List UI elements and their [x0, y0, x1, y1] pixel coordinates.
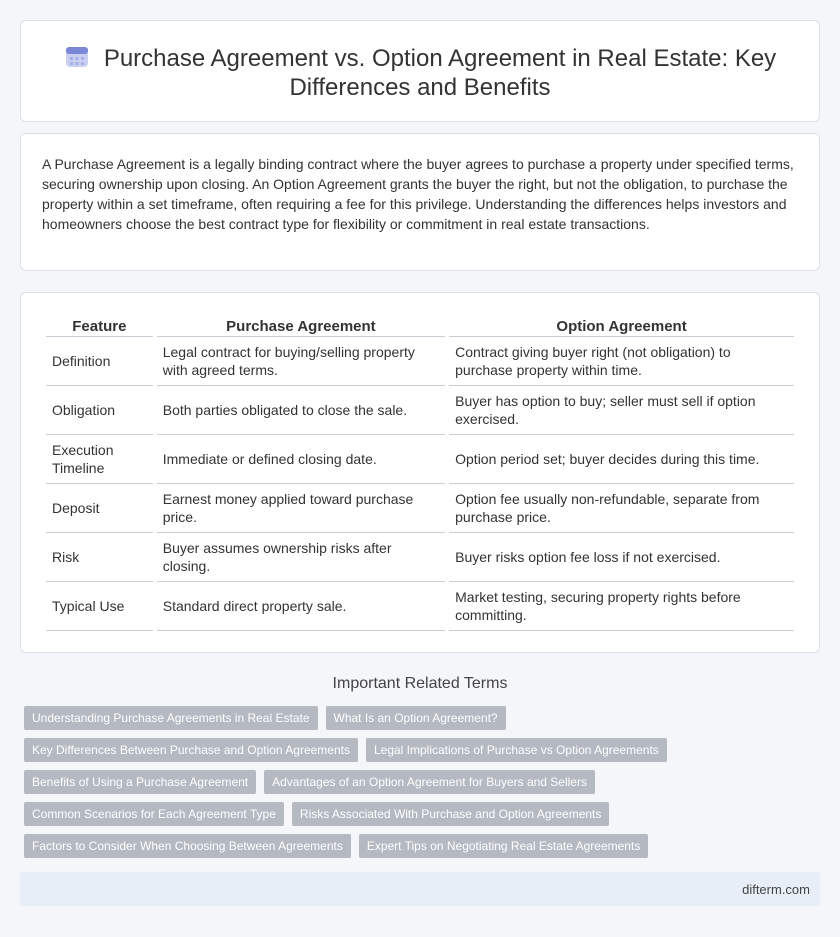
comparison-table	[42, 315, 798, 631]
purchase-cell: Standard direct property sale.	[157, 582, 445, 631]
table-row	[46, 582, 794, 631]
table-row	[46, 337, 794, 386]
purchase-cell: Immediate or defined closing date.	[157, 435, 445, 484]
page-title	[61, 43, 779, 102]
header-option-agreement: Option Agreement	[449, 315, 794, 337]
table-row	[46, 484, 794, 533]
option-cell: Market testing, securing property rights before committing.	[449, 582, 794, 631]
feature-cell: Definition	[46, 337, 153, 386]
related-terms-list	[24, 706, 684, 866]
tag-row	[24, 738, 684, 762]
related-term-tag[interactable]: What Is an Option Agreement?	[326, 706, 506, 730]
related-term-tag[interactable]: Benefits of Using a Purchase Agreement	[24, 770, 256, 794]
feature-cell: Execution Timeline	[46, 435, 153, 484]
purchase-cell: Earnest money applied toward purchase price.	[157, 484, 445, 533]
purchase-cell: Buyer assumes ownership risks after closing.	[157, 533, 445, 582]
related-term-tag[interactable]: Understanding Purchase Agreements in Real Estate	[24, 706, 318, 730]
tag-row	[24, 802, 684, 826]
feature-cell: Deposit	[46, 484, 153, 533]
table-row	[46, 386, 794, 435]
option-cell: Option fee usually non-refundable, separate from purchase price.	[449, 484, 794, 533]
related-terms-heading: Important Related Terms	[332, 675, 508, 692]
related-term-tag[interactable]: Risks Associated With Purchase and Option Agreements	[292, 802, 609, 826]
related-term-tag[interactable]: Key Differences Between Purchase and Option Agreements	[24, 738, 358, 762]
header-purchase-agreement: Purchase Agreement	[157, 315, 445, 337]
tag-row	[24, 834, 684, 858]
footer	[20, 872, 820, 906]
header-card	[20, 20, 820, 122]
related-term-tag[interactable]: Expert Tips on Negotiating Real Estate Agreements	[359, 834, 649, 858]
option-cell: Buyer risks option fee loss if not exercised.	[449, 533, 794, 582]
related-term-tag[interactable]: Legal Implications of Purchase vs Option Agreements	[366, 738, 667, 762]
related-term-tag[interactable]: Advantages of an Option Agreement for Buyers and Sellers	[264, 770, 595, 794]
intro-card	[20, 133, 820, 271]
feature-cell: Typical Use	[46, 582, 153, 631]
feature-cell: Obligation	[46, 386, 153, 435]
title-wrap	[21, 43, 819, 102]
related-term-tag[interactable]: Factors to Consider When Choosing Between Agreements	[24, 834, 351, 858]
intro-paragraph: A Purchase Agreement is a legally binding contract where the buyer agrees to purchase a property under specified terms, securing ownership upon closing. An Option Agreement grants the buyer the right, but not the obligation, to purchase the property within a set timeframe, often requiring a fee for this privilege. Understanding the differences helps investors and homeowners choose the best contract type for flexibility or commitment in real estate transactions.	[42, 156, 794, 232]
page-title-text: Purchase Agreement vs. Option Agreement in Real Estate: Key Differences and Benefits	[103, 45, 777, 101]
feature-cell: Risk	[46, 533, 153, 582]
table-row	[46, 533, 794, 582]
footer-site-link[interactable]: difterm.com	[742, 882, 810, 897]
option-cell: Buyer has option to buy; seller must sell if option exercised.	[449, 386, 794, 435]
table-row	[46, 435, 794, 484]
table-header-row	[46, 315, 794, 337]
related-term-tag[interactable]: Common Scenarios for Each Agreement Type	[24, 802, 284, 826]
tag-row	[24, 706, 684, 730]
calendar-icon	[64, 43, 90, 69]
comparison-card	[20, 292, 820, 653]
purchase-cell: Both parties obligated to close the sale.	[157, 386, 445, 435]
tag-row	[24, 770, 684, 794]
purchase-cell: Legal contract for buying/selling property with agreed terms.	[157, 337, 445, 386]
header-feature: Feature	[46, 315, 153, 337]
option-cell: Contract giving buyer right (not obligation) to purchase property within time.	[449, 337, 794, 386]
option-cell: Option period set; buyer decides during this time.	[449, 435, 794, 484]
